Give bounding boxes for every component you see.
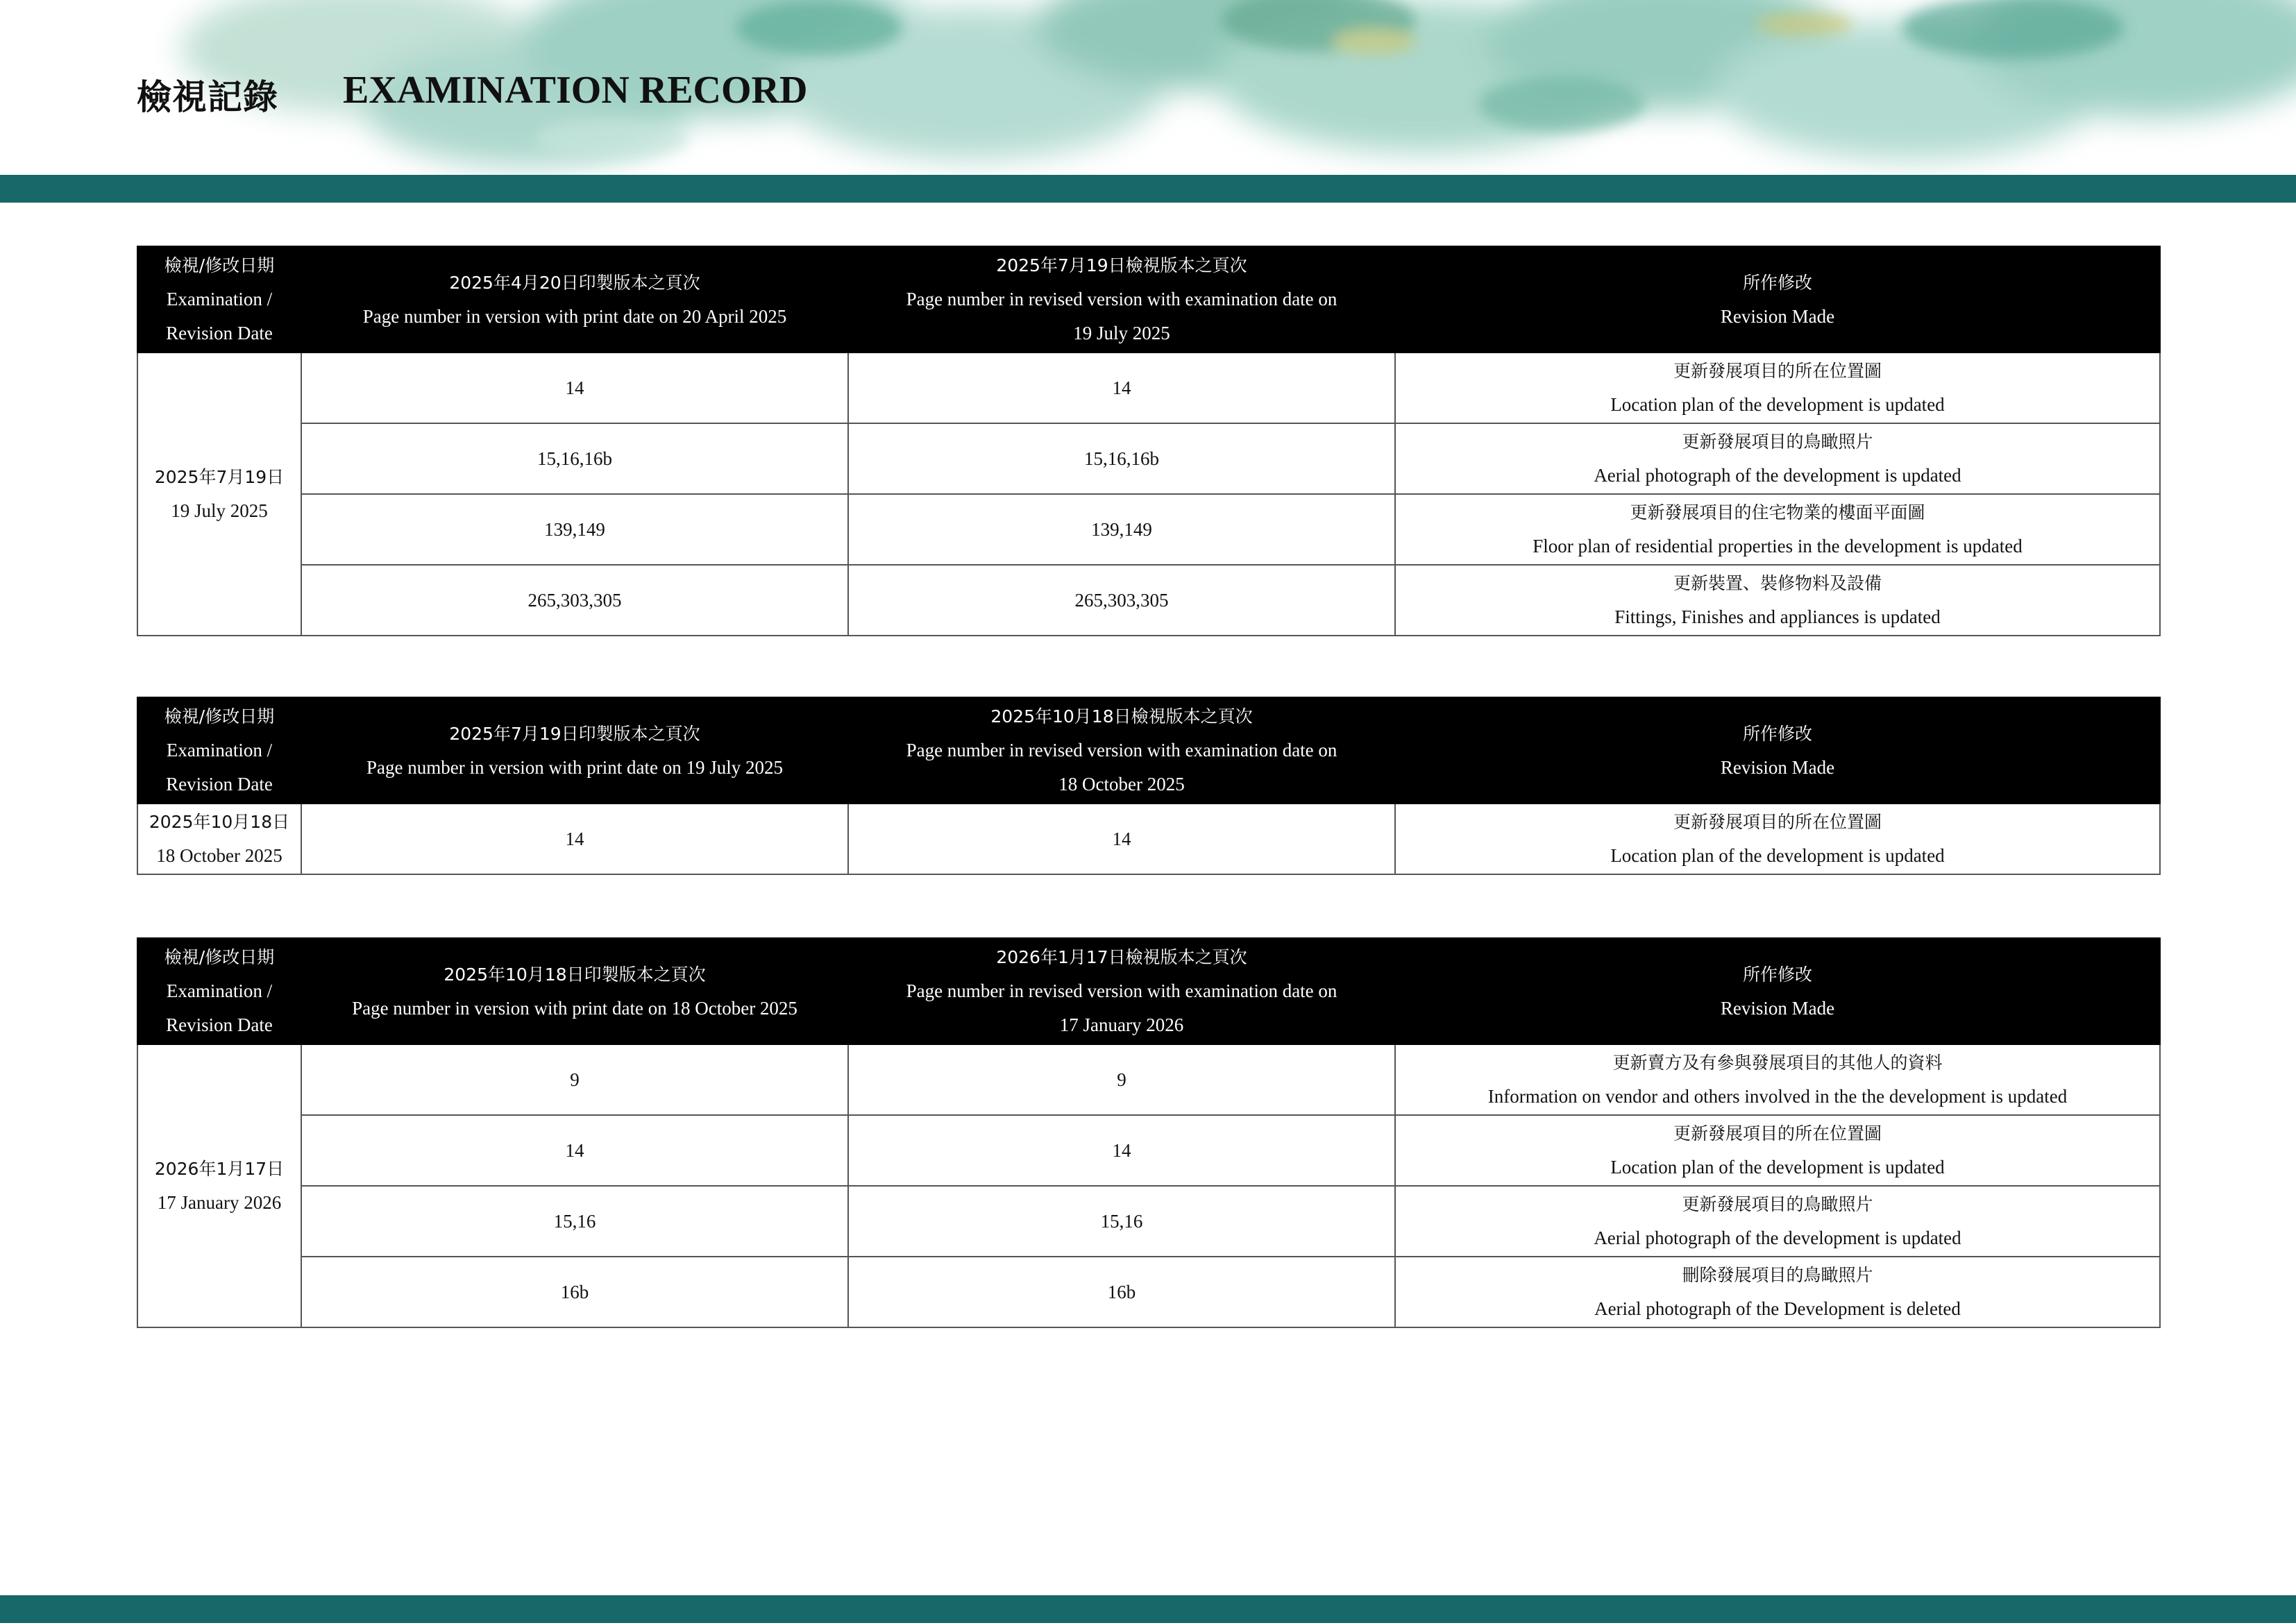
table-row — [137, 1257, 2160, 1327]
table-header-row — [137, 697, 2160, 804]
old-page-cell: 14 — [301, 804, 848, 874]
table-row — [137, 1115, 2160, 1186]
table-row — [137, 494, 2160, 565]
examination-record-table-3 — [137, 937, 2161, 1328]
new-page-cell: 16b — [848, 1257, 1395, 1327]
table-row — [137, 1044, 2160, 1115]
table-row — [137, 804, 2160, 874]
new-page-cell: 15,16 — [848, 1186, 1395, 1257]
old-page-cell: 14 — [301, 1115, 848, 1186]
old-page-cell: 16b — [301, 1257, 848, 1327]
revision-date-cell: 2026年1月17日 17 January 2026 — [137, 1044, 301, 1327]
old-page-cell: 15,16 — [301, 1186, 848, 1257]
page-title-english: EXAMINATION RECORD — [343, 69, 808, 112]
revision-cell: 更新賣方及有參與發展項目的其他人的資料 Information on vendor and others involved in the the development is updated — [1395, 1044, 2160, 1115]
revision-date-cell: 2025年7月19日 19 July 2025 — [137, 352, 301, 636]
top-color-band — [0, 175, 2296, 203]
header-revision: 所作修改 Revision Made — [1395, 697, 2160, 804]
revision-cell: 更新發展項目的鳥瞰照片 Aerial photograph of the development is updated — [1395, 423, 2160, 494]
header-old-page: 2025年7月19日印製版本之頁次 Page number in version with print date on 19 July 2025 — [301, 697, 848, 804]
header-revision: 所作修改 Revision Made — [1395, 938, 2160, 1044]
table-row — [137, 352, 2160, 423]
old-page-cell: 14 — [301, 352, 848, 423]
table-header-row — [137, 246, 2160, 352]
header-new-page: 2025年10月18日檢視版本之頁次 Page number in revised version with examination date on 18 October 2025 — [848, 697, 1395, 804]
revision-date-cell: 2025年10月18日 18 October 2025 — [137, 804, 301, 874]
examination-record-table-2 — [137, 697, 2161, 875]
header-date: 檢視/修改日期 Examination / Revision Date — [137, 938, 301, 1044]
header-new-page: 2026年1月17日檢視版本之頁次 Page number in revised version with examination date on 17 January 2026 — [848, 938, 1395, 1044]
new-page-cell: 14 — [848, 804, 1395, 874]
revision-cell: 更新裝置、裝修物料及設備 Fittings, Finishes and appliances is updated — [1395, 565, 2160, 636]
old-page-cell: 139,149 — [301, 494, 848, 565]
table-header-row — [137, 938, 2160, 1044]
header-date: 檢視/修改日期 Examination / Revision Date — [137, 697, 301, 804]
header-date: 檢視/修改日期 Examination / Revision Date — [137, 246, 301, 352]
header-old-page: 2025年10月18日印製版本之頁次 Page number in version with print date on 18 October 2025 — [301, 938, 848, 1044]
page-title-chinese: 檢視記錄 — [137, 77, 278, 117]
revision-cell: 更新發展項目的鳥瞰照片 Aerial photograph of the development is updated — [1395, 1186, 2160, 1257]
new-page-cell: 14 — [848, 352, 1395, 423]
header-new-page: 2025年7月19日檢視版本之頁次 Page number in revised version with examination date on 19 July 2025 — [848, 246, 1395, 352]
new-page-cell: 139,149 — [848, 494, 1395, 565]
bottom-color-band — [0, 1595, 2296, 1623]
revision-cell: 更新發展項目的所在位置圖 Location plan of the development is updated — [1395, 352, 2160, 423]
old-page-cell: 265,303,305 — [301, 565, 848, 636]
revision-cell: 刪除發展項目的鳥瞰照片 Aerial photograph of the Development is deleted — [1395, 1257, 2160, 1327]
revision-cell: 更新發展項目的住宅物業的樓面平面圖 Floor plan of residential properties in the development is updated — [1395, 494, 2160, 565]
new-page-cell: 9 — [848, 1044, 1395, 1115]
new-page-cell: 265,303,305 — [848, 565, 1395, 636]
revision-cell: 更新發展項目的所在位置圖 Location plan of the development is updated — [1395, 804, 2160, 874]
header-old-page: 2025年4月20日印製版本之頁次 Page number in version with print date on 20 April 2025 — [301, 246, 848, 352]
examination-record-table-1 — [137, 246, 2161, 636]
revision-cell: 更新發展項目的所在位置圖 Location plan of the development is updated — [1395, 1115, 2160, 1186]
table-row — [137, 1186, 2160, 1257]
table-row — [137, 423, 2160, 494]
old-page-cell: 9 — [301, 1044, 848, 1115]
table-row — [137, 565, 2160, 636]
old-page-cell: 15,16,16b — [301, 423, 848, 494]
new-page-cell: 15,16,16b — [848, 423, 1395, 494]
header-revision: 所作修改 Revision Made — [1395, 246, 2160, 352]
new-page-cell: 14 — [848, 1115, 1395, 1186]
